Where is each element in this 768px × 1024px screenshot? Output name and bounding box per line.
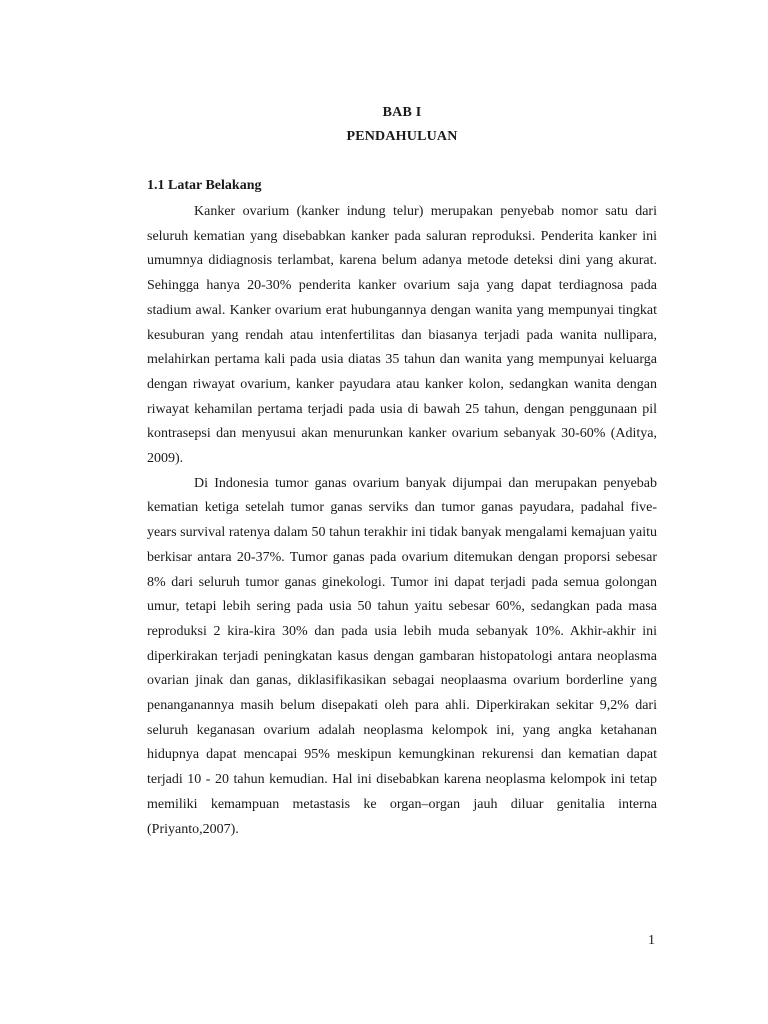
chapter-title: PENDAHULUAN bbox=[346, 129, 458, 144]
paragraph: Di Indonesia tumor ganas ovarium banyak dijumpai dan merupakan penyebab kematian ketiga setelah tumor ganas serviks dan tumor ganas payudara, padahal five- years survival ratenya dalam 50 tahun terakhir ini tidak banyak mengalami kemajuan yaitu berkisar antara 20-37%. Tumor ganas pada ovarium ditemukan dengan proporsi sebesar 8% dari seluruh tumor ganas ginekologi. Tumor ini dapat terjadi pada semua golongan umur, tetapi lebih sering pada usia 50 tahun yaitu sebesar 60%, sedangkan pada masa reproduksi 2 kira-kira 30% dan pada usia lebih muda sebanyak 10%. Akhir-akhir ini diperkirakan terjadi peningkatan kasus dengan gambaran histopatologi antara neoplasma ovarian jinak dan ganas, diklasifikasikan sebagai neoplaasma ovarium borderline yang penanganannya masih belum disepakati oleh para ahli. Diperkirakan sekitar 9,2% dari seluruh keganasan ovarium adalah neoplasma kelompok ini, yang angka ketahanan hidupnya dapat mencapai 95% meskipun kemungkinan rekurensi dan kematian dapat terjadi 10 - 20 tahun kemudian. Hal ini disebabkan karena neoplasma kelompok ini tetap memiliki kemampuan metastasis ke organ–organ jauh diluar genitalia interna (Priyanto,2007). bbox=[147, 475, 657, 837]
section-heading: 1.1 Latar Belakang bbox=[147, 178, 262, 193]
body-text bbox=[147, 200, 657, 842]
chapter-number: BAB I bbox=[382, 105, 422, 120]
paragraph: Kanker ovarium (kanker indung telur) merupakan penyebab nomor satu dari seluruh kematian yang disebabkan kanker pada saluran reproduksi. Penderita kanker ini umumnya didiagnosis terlambat, karena belum adanya metode deteksi dini yang akurat. Sehingga hanya 20-30% penderita kanker ovarium saja yang dapat terdiagnosa pada stadium awal. Kanker ovarium erat hubungannya dengan wanita yang mempunyai tingkat kesuburan yang rendah atau intenfertilitas dan biasanya terjadi pada wanita nullipara, melahirkan pertama kali pada usia diatas 35 tahun dan wanita yang mempunyai keluarga dengan riwayat ovarium, kanker payudara atau kanker kolon, sedangkan wanita dengan riwayat kehamilan pertama terjadi pada usia di bawah 25 tahun, dengan penggunaan pil kontrasepsi dan menyusui akan menurunkan kanker ovarium sebanyak 30-60% (Aditya, 2009). bbox=[147, 204, 657, 467]
page-number: 1 bbox=[648, 933, 655, 948]
